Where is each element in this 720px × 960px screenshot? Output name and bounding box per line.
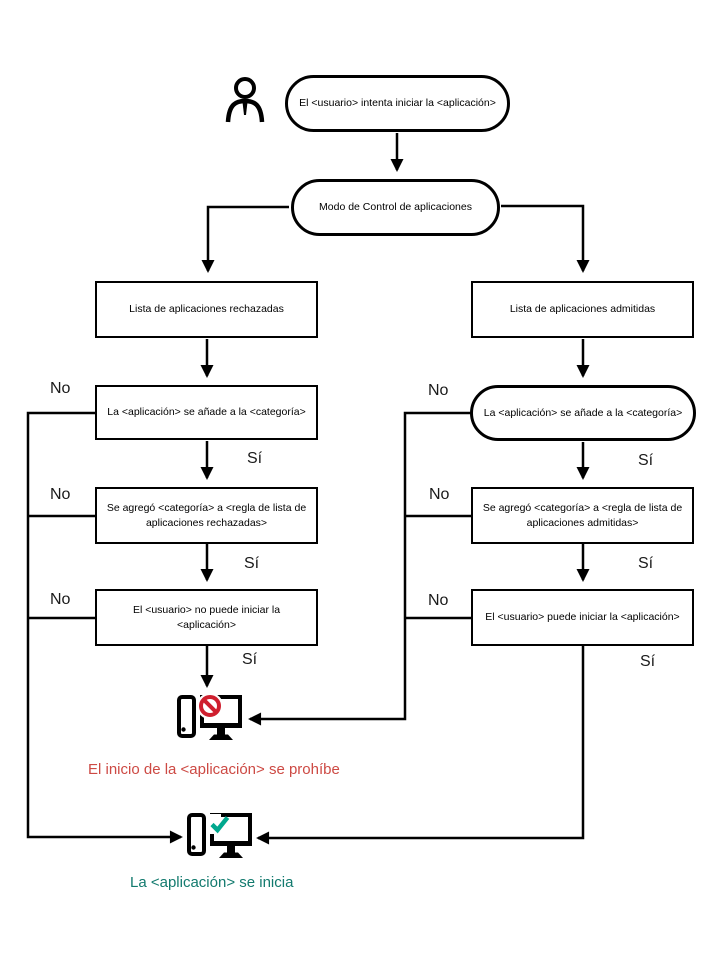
node-allowlist-label: Lista de aplicaciones admitidas bbox=[509, 303, 656, 316]
node-start bbox=[285, 75, 510, 132]
edge-label-no-left-1: No bbox=[50, 380, 71, 397]
edge-label-no-right-3: No bbox=[428, 592, 449, 609]
node-right-category-label: La <aplicación> se añade a la <categoría> bbox=[483, 406, 683, 419]
node-denylist bbox=[95, 281, 318, 338]
node-application-control-mode bbox=[291, 179, 500, 236]
edge-label-no-left-2: No bbox=[50, 486, 71, 503]
caption-started: La <aplicación> se inicia bbox=[130, 874, 294, 891]
caption-blocked: El inicio de la <aplicación> se prohíbe bbox=[88, 761, 340, 778]
node-allowlist bbox=[471, 281, 694, 338]
edge-label-yes-right-3: Sí bbox=[640, 653, 656, 670]
edge-label-yes-right-2: Sí bbox=[638, 555, 654, 572]
node-right-rule-check bbox=[471, 487, 694, 544]
node-can-start-label: El <usuario> puede iniciar la <aplicación> bbox=[485, 611, 680, 624]
edge-label-no-right-1: No bbox=[428, 382, 449, 399]
person-icon bbox=[225, 77, 265, 123]
edge-label-yes-left-3: Sí bbox=[242, 651, 258, 668]
node-left-rule-label: Se agregó <categoría> a <regla de lista de aplicaciones rechazadas> bbox=[106, 501, 307, 529]
edge-label-yes-left-2: Sí bbox=[244, 555, 260, 572]
node-mode-label: Modo de Control de aplicaciones bbox=[319, 201, 472, 214]
node-cannot-start-label: El <usuario> no puede iniciar la <aplicación> bbox=[132, 603, 281, 631]
node-left-category-label: La <aplicación> se añade a la <categoría> bbox=[107, 406, 306, 419]
node-right-category-check bbox=[470, 385, 696, 441]
node-left-rule-check bbox=[95, 487, 318, 544]
node-denylist-label: Lista de aplicaciones rechazadas bbox=[129, 303, 284, 316]
edge-label-no-right-2: No bbox=[429, 486, 450, 503]
computer-blocked-icon bbox=[176, 694, 242, 742]
node-can-start bbox=[471, 589, 694, 646]
node-left-category-check bbox=[95, 385, 318, 440]
edge-label-no-left-3: No bbox=[50, 591, 71, 608]
node-start-label: El <usuario> intenta iniciar la <aplicación> bbox=[299, 97, 496, 110]
node-right-rule-label: Se agregó <categoría> a <regla de lista de aplicaciones admitidas> bbox=[482, 501, 683, 529]
edge-label-yes-left-1: Sí bbox=[247, 450, 263, 467]
computer-check-icon bbox=[186, 812, 252, 860]
node-cannot-start bbox=[95, 589, 318, 646]
edge-label-yes-right-1: Sí bbox=[638, 452, 654, 469]
